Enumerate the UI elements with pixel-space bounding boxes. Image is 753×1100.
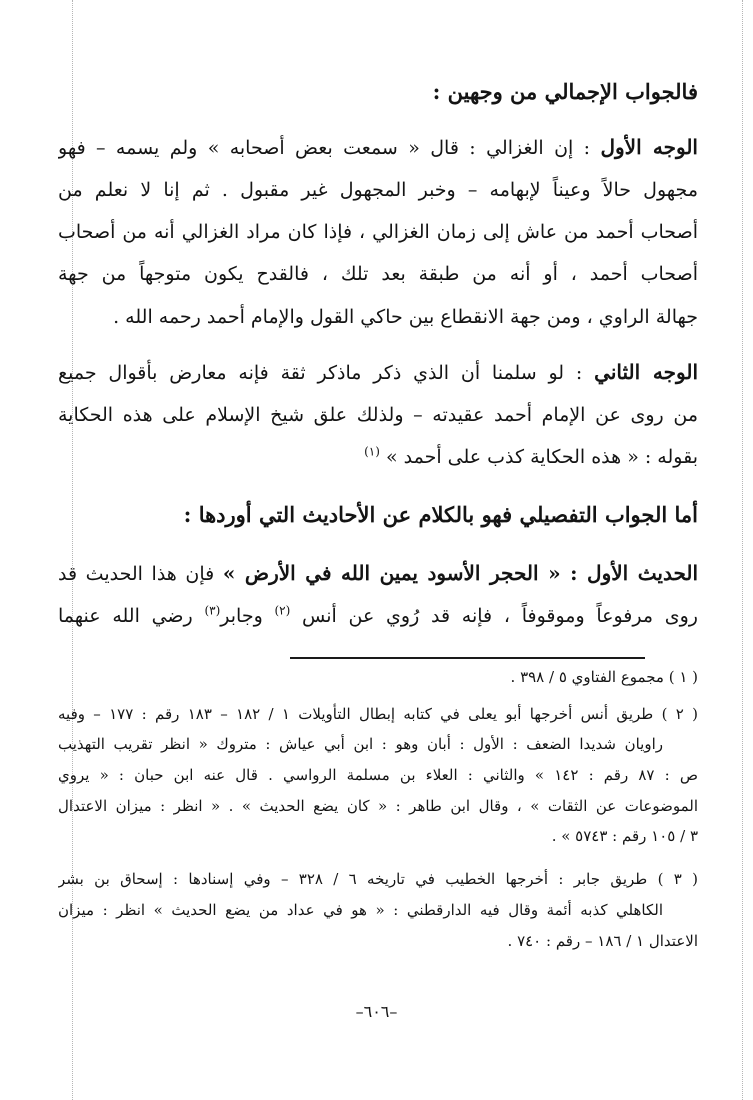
footnote-3-line2: الكاهلي كذبه أئمة وقال فيه الدارقطني : « هو في عداد من يضع الحديث » انظر : ميزان — [58, 901, 663, 919]
footnote-3-line3: الاعتدال ١ / ١٨٦ – رقم : ٧٤٠ . — [507, 932, 698, 950]
footnote-2-line3: ص : ٨٧ رقم : ١٤٢ » والثاني : العلاء بن مسلمة الرواسي . قال عنه ابن حبان : « يروي — [58, 766, 698, 784]
footnote-1: ( ١ ) مجموع الفتاوي ٥ / ٣٩٨ . — [510, 668, 698, 686]
para3-line2-b: وجابر — [220, 605, 275, 627]
para2-line3 — [58, 437, 698, 479]
footnote-separator — [290, 657, 645, 659]
right-page-edge — [742, 0, 743, 1100]
para1-line4: أصحاب أحمد ، أو أنه من طبقة بعد تلك ، فالقدح يكون متوجهاً من جهة — [58, 263, 698, 285]
para3-lead: الحديث الأول — [587, 561, 698, 585]
para2-line1-text: : لو سلمنا أن الذي ذكر ماذكر ثقة فإنه معارض بأقوال جميع — [58, 362, 595, 384]
para2-line1 — [58, 352, 698, 394]
para3-line2 — [58, 596, 698, 638]
para3-quote: : « الحجر الأسود يمين الله في الأرض » — [222, 561, 588, 585]
footnote-ref-3: (٣) — [204, 603, 221, 618]
footnote-ref-2: (٢) — [274, 603, 291, 618]
para3-line2-c: رضي الله عنهما — [58, 605, 205, 627]
footnote-2-line1: ( ٢ ) طريق أنس أخرجها أبو يعلى في كتابه إبطال التأويلات ١ / ١٨٢ – ١٨٣ رقم : ١٧٧ – وفيه — [58, 705, 698, 723]
para1-line1-text: : إن الغزالي : قال « سمعت بعض أصحابه » ولم يسمه – فهو — [58, 137, 601, 159]
para1-lead: الوجه الأول — [600, 135, 698, 159]
para1-line3: أصحاب أحمد من عاش إلى زمان الغزالي ، فإذا كان مراد الغزالي أنه من أصحاب — [58, 221, 698, 243]
para3-line1-text: فإن هذا الحديث قد — [58, 563, 223, 585]
footnote-ref-1: (١) — [364, 444, 380, 459]
para2-lead: الوجه الثاني — [594, 360, 698, 384]
footnote-2-line4: الموضوعات عن الثقات » ، وقال ابن طاهر : « كان يضع الحديث » . « انظر : ميزان الاعتدال — [58, 797, 698, 815]
para1-line1 — [58, 127, 698, 169]
para2-line3-text: بقوله : « هذه الحكاية كذب على أحمد » — [385, 446, 698, 468]
para3-line1 — [58, 553, 698, 595]
para1-line2: مجهول حالاً وعيناً لإبهامه – وخبر المجهول غير مقبول . ثم إنا لا نعلم من — [58, 179, 698, 201]
footnote-2-line2: راويان شديدا الضعف : الأول : أبان وهو : ابن أبي عياش : متروك « انظر تقريب التهذيب — [58, 735, 663, 753]
page-number: –٦٠٦– — [355, 1002, 398, 1021]
heading-general-answer: فالجواب الإجمالي من وجهين : — [432, 79, 698, 104]
para2-line2: من روى عن الإمام أحمد عقيدته – ولذلك علق شيخ الإسلام على هذه الحكاية — [58, 404, 698, 426]
footnote-2-line5: ٣ / ١٠٥ رقم : ٥٧٤٣ » . — [551, 827, 698, 845]
heading-detailed-answer: أما الجواب التفصيلي فهو بالكلام عن الأحاديث التي أوردها : — [183, 502, 698, 527]
footnote-3-line1: ( ٣ ) طريق جابر : أخرجها الخطيب في تاريخه ٦ / ٣٢٨ – وفي إسنادها : إسحاق بن بشر — [58, 870, 698, 888]
para1-line5: جهالة الراوي ، ومن جهة الانقطاع بين حاكي القول والإمام أحمد رحمه الله . — [113, 306, 698, 328]
para3-line2-a: روى مرفوعاً وموقوفاً ، فإنه قد رُوي عن أنس — [290, 605, 698, 627]
